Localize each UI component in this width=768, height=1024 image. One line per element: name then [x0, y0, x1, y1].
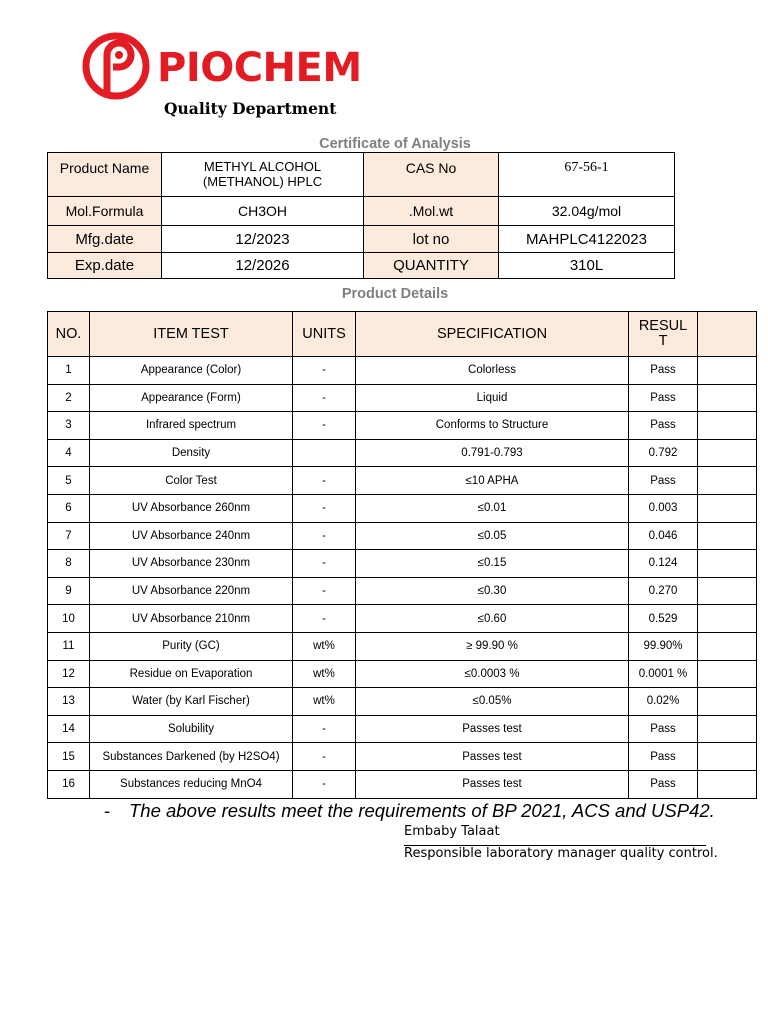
- certificate-title: Certificate of Analysis: [319, 136, 471, 152]
- row-number: 12: [48, 660, 90, 688]
- header-specification: SPECIFICATION: [356, 312, 629, 357]
- row-blank: [698, 770, 757, 798]
- row-blank: [698, 522, 757, 550]
- header-result-line2: T: [658, 333, 668, 349]
- row-number: 3: [48, 412, 90, 440]
- row-number: 15: [48, 743, 90, 771]
- row-units: -: [293, 384, 356, 412]
- row-number: 7: [48, 522, 90, 550]
- row-result: 0.003: [629, 494, 698, 522]
- row-number: 14: [48, 715, 90, 743]
- row-specification: Passes test: [356, 715, 629, 743]
- table-row: [48, 494, 757, 522]
- row-item-test: Infrared spectrum: [90, 412, 293, 440]
- row-specification: ≤0.05%: [356, 688, 629, 716]
- row-result: 0.0001 %: [629, 660, 698, 688]
- lot-value: MAHPLC4122023: [499, 226, 675, 253]
- info-row: [48, 153, 675, 197]
- row-item-test: UV Absorbance 260nm: [90, 494, 293, 522]
- row-blank: [698, 577, 757, 605]
- row-number: 5: [48, 467, 90, 495]
- department-title: Quality Department: [164, 99, 337, 118]
- formula-label: Mol.Formula: [48, 197, 162, 226]
- mfg-date-label: Mfg.date: [48, 226, 162, 253]
- statement-text: The above results meet the requirements of BP 2021, ACS and USP42.: [129, 800, 715, 821]
- row-result: Pass: [629, 715, 698, 743]
- row-result: Pass: [629, 743, 698, 771]
- product-name-line2: (METHANOL) HPLC: [202, 174, 323, 189]
- row-number: 13: [48, 688, 90, 716]
- row-result: 99.90%: [629, 632, 698, 660]
- row-result: 0.792: [629, 439, 698, 467]
- table-row: [48, 577, 757, 605]
- row-item-test: Density: [90, 439, 293, 467]
- product-details-title: Product Details: [341, 286, 449, 302]
- row-blank: [698, 743, 757, 771]
- row-units: -: [293, 494, 356, 522]
- row-number: 1: [48, 357, 90, 385]
- row-blank: [698, 660, 757, 688]
- row-result: 0.270: [629, 577, 698, 605]
- details-header-row: [48, 312, 757, 357]
- row-result: Pass: [629, 412, 698, 440]
- row-units: -: [293, 550, 356, 578]
- row-specification: Conforms to Structure: [356, 412, 629, 440]
- row-blank: [698, 357, 757, 385]
- row-item-test: Color Test: [90, 467, 293, 495]
- row-units: -: [293, 770, 356, 798]
- row-units: wt%: [293, 632, 356, 660]
- row-blank: [698, 688, 757, 716]
- row-item-test: Substances reducing MnO4: [90, 770, 293, 798]
- table-row: [48, 770, 757, 798]
- header-units: UNITS: [293, 312, 356, 357]
- row-number: 8: [48, 550, 90, 578]
- row-result: Pass: [629, 467, 698, 495]
- header-no: NO.: [48, 312, 90, 357]
- info-row: [48, 197, 675, 226]
- row-result: 0.529: [629, 605, 698, 633]
- row-specification: Liquid: [356, 384, 629, 412]
- lot-label: lot no: [364, 226, 499, 253]
- row-blank: [698, 605, 757, 633]
- table-row: [48, 743, 757, 771]
- row-specification: Colorless: [356, 357, 629, 385]
- row-units: -: [293, 743, 356, 771]
- row-units: wt%: [293, 688, 356, 716]
- row-units: [293, 439, 356, 467]
- row-item-test: Substances Darkened (by H2SO4): [90, 743, 293, 771]
- row-item-test: UV Absorbance 210nm: [90, 605, 293, 633]
- row-specification: ≤0.01: [356, 494, 629, 522]
- table-row: [48, 550, 757, 578]
- molwt-value: 32.04g/mol: [499, 197, 675, 226]
- row-specification: Passes test: [356, 743, 629, 771]
- statement-dash: -: [104, 800, 111, 821]
- row-specification: ≤0.60: [356, 605, 629, 633]
- row-number: 2: [48, 384, 90, 412]
- product-name-line1: METHYL ALCOHOL: [203, 159, 322, 174]
- row-blank: [698, 715, 757, 743]
- cas-value: 67-56-1: [499, 153, 675, 197]
- row-result: Pass: [629, 770, 698, 798]
- row-blank: [698, 632, 757, 660]
- row-number: 4: [48, 439, 90, 467]
- row-specification: 0.791-0.793: [356, 439, 629, 467]
- row-item-test: Appearance (Form): [90, 384, 293, 412]
- row-blank: [698, 412, 757, 440]
- row-specification: ≤0.30: [356, 577, 629, 605]
- table-row: [48, 357, 757, 385]
- row-item-test: Residue on Evaporation: [90, 660, 293, 688]
- row-units: -: [293, 357, 356, 385]
- row-result: Pass: [629, 384, 698, 412]
- product-info-table: [47, 152, 675, 279]
- signer-name: Embaby Talaat: [404, 824, 500, 839]
- row-result: Pass: [629, 357, 698, 385]
- product-name-value: [162, 153, 364, 197]
- table-row: [48, 467, 757, 495]
- row-blank: [698, 467, 757, 495]
- table-row: [48, 715, 757, 743]
- piochem-logo: [80, 30, 152, 102]
- row-specification: ≤0.05: [356, 522, 629, 550]
- cas-label: CAS No: [364, 153, 499, 197]
- info-row: [48, 226, 675, 253]
- row-number: 10: [48, 605, 90, 633]
- exp-date-value: 12/2026: [162, 253, 364, 279]
- info-row: [48, 253, 675, 279]
- row-item-test: Solubility: [90, 715, 293, 743]
- table-row: [48, 412, 757, 440]
- table-row: [48, 439, 757, 467]
- row-units: wt%: [293, 660, 356, 688]
- row-number: 6: [48, 494, 90, 522]
- row-number: 9: [48, 577, 90, 605]
- mfg-date-value: 12/2023: [162, 226, 364, 253]
- table-row: [48, 522, 757, 550]
- header-result-line1: RESUL: [638, 318, 688, 334]
- row-blank: [698, 494, 757, 522]
- product-details-table: [47, 311, 757, 799]
- row-blank: [698, 550, 757, 578]
- row-specification: ≤0.15: [356, 550, 629, 578]
- row-number: 16: [48, 770, 90, 798]
- signer-role: Responsible laboratory manager quality control.: [404, 846, 718, 861]
- row-units: -: [293, 577, 356, 605]
- table-row: [48, 605, 757, 633]
- formula-value: CH3OH: [162, 197, 364, 226]
- row-blank: [698, 439, 757, 467]
- exp-date-label: Exp.date: [48, 253, 162, 279]
- header-blank: [698, 312, 757, 357]
- table-row: [48, 660, 757, 688]
- row-units: -: [293, 715, 356, 743]
- quantity-label: QUANTITY: [364, 253, 499, 279]
- row-units: -: [293, 522, 356, 550]
- row-specification: ≥ 99.90 %: [356, 632, 629, 660]
- table-row: [48, 384, 757, 412]
- row-units: -: [293, 467, 356, 495]
- row-item-test: Purity (GC): [90, 632, 293, 660]
- row-item-test: Appearance (Color): [90, 357, 293, 385]
- table-row: [48, 632, 757, 660]
- table-row: [48, 688, 757, 716]
- row-specification: ≤10 APHA: [356, 467, 629, 495]
- piochem-p-logo-icon: [80, 30, 152, 102]
- row-result: 0.124: [629, 550, 698, 578]
- header-item-test: ITEM TEST: [90, 312, 293, 357]
- row-blank: [698, 384, 757, 412]
- product-name-label: Product Name: [48, 153, 162, 197]
- row-result: 0.046: [629, 522, 698, 550]
- quantity-value: 310L: [499, 253, 675, 279]
- row-units: -: [293, 605, 356, 633]
- row-item-test: UV Absorbance 230nm: [90, 550, 293, 578]
- row-result: 0.02%: [629, 688, 698, 716]
- molwt-label: .Mol.wt: [364, 197, 499, 226]
- row-number: 11: [48, 632, 90, 660]
- row-units: -: [293, 412, 356, 440]
- brand-name: PIOCHEM: [157, 45, 362, 91]
- row-specification: ≤0.0003 %: [356, 660, 629, 688]
- compliance-statement: [104, 800, 715, 822]
- row-item-test: UV Absorbance 240nm: [90, 522, 293, 550]
- row-specification: Passes test: [356, 770, 629, 798]
- row-item-test: Water (by Karl Fischer): [90, 688, 293, 716]
- row-item-test: UV Absorbance 220nm: [90, 577, 293, 605]
- header-result: [629, 312, 698, 357]
